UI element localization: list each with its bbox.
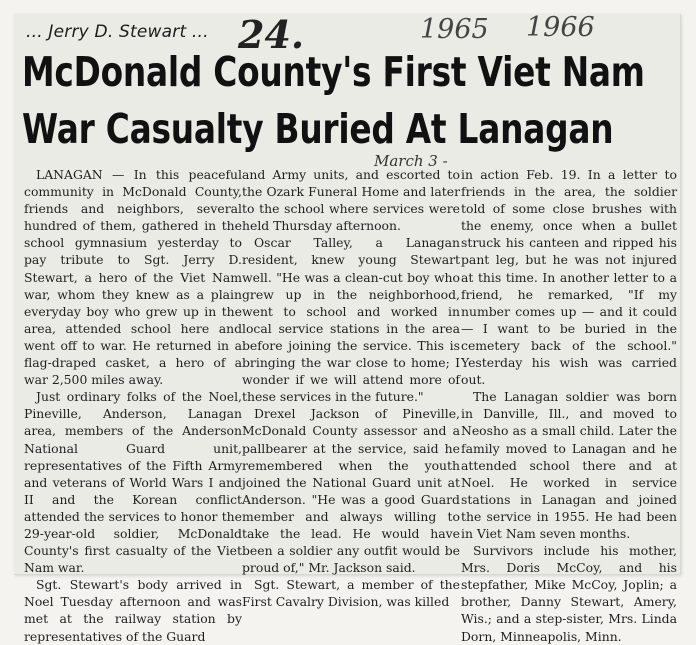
handwritten-number: 24. — [238, 12, 305, 57]
article-paragraph: and Army units, and escorted to the Ozark Funeral Home and later to the school where services were held Thursday afternoon. — [242, 167, 460, 234]
article-column-2 — [242, 166, 460, 610]
article-paragraph: The Lanagan soldier was born in Danville, Ill., and moved to Neosho as a small child. Later the family moved to Lanagan and he attended school there and at Noel. He worked in service stations in Lanagan and joined the service in 1955. He had been in Viet Nam seven months. — [461, 389, 677, 541]
article-paragraph: Just ordinary folks of the Noel, Pineville, Anderson, Lanagan area, members of the Anderson National Guard unit, representatives of the Fifth Army and veterans of World Wars I and II and the Korean conflict attended the services to honor the 29-year-old soldier, McDonald County's first casualty of the Viet Nam war. — [24, 389, 242, 576]
headline-line-2: War Casualty Buried At Lanagan — [22, 105, 614, 153]
article-paragraph: Sgt. Stewart, a member of the First Cavalry Division, was killed — [242, 577, 460, 610]
headline-line-1: McDonald County's First Viet Nam — [22, 48, 645, 96]
article-paragraph: in action Feb. 19. In a letter to friends in the area, the soldier told of some close brushes with the enemy, once when a bullet struck his canteen and ripped his pant leg, but he was not injured at this time. In another letter to a friend, he remarked, "If my number comes up — and it could — I want to be buried in the cemetery back of the school." Yesterday his wish was carried out. — [461, 167, 677, 388]
article-column-3 — [461, 166, 677, 645]
kicker-line: ... Jerry D. Stewart ... — [26, 22, 209, 42]
handwritten-date: March 3 - — [374, 152, 448, 170]
article-paragraph: Sgt. Stewart's body arrived in Noel Tuesday afternoon and was met at the railway station by representatives of the Guard — [24, 577, 242, 644]
article-paragraph: Oscar Talley, a Lanagan resident, knew young Stewart well. "He was a clean-cut boy who grew up in the neighborhood, went to school and worked in local service stations in the area before joining the service. This is bringing the war close to home; I wonder if we will attend more of these services in the future." — [242, 235, 460, 405]
handwritten-year: 1966 — [526, 12, 595, 43]
article-paragraph: LANAGAN — In this peaceful community in McDonald County, friends and neighbors, several hundred of them, gathered in the school gymnasium yesterday to pay tribute to Sgt. Jerry D. Stewart, a hero of the Viet Nam war, whom they knew as a plain everyday boy who grew up in the area, attended school here and went off to war. He returned in a flag-draped casket, a hero of a war 2,500 miles away. — [24, 167, 242, 388]
handwritten-year-crossed: 1965 — [420, 14, 489, 45]
article-column-1 — [24, 166, 242, 645]
article-paragraph: Survivors include his mother, Mrs. Doris McCoy, and his stepfather, Mike McCoy, Joplin; a brother, Danny Stewart, Amery, Wis.; and a step-sister, Mrs. Linda Dorn, Minneapolis, Minn. — [461, 543, 677, 644]
headline — [22, 44, 645, 158]
article-paragraph: Drexel Jackson of Pineville, McDonald County assessor and a pallbearer at the service, said he remembered when the youth joined the National Guard unit at Anderson. "He was a good Guard member and always willing to take the lead. He would have been a soldier any outfit would be proud of," Mr. Jackson said. — [242, 406, 460, 576]
